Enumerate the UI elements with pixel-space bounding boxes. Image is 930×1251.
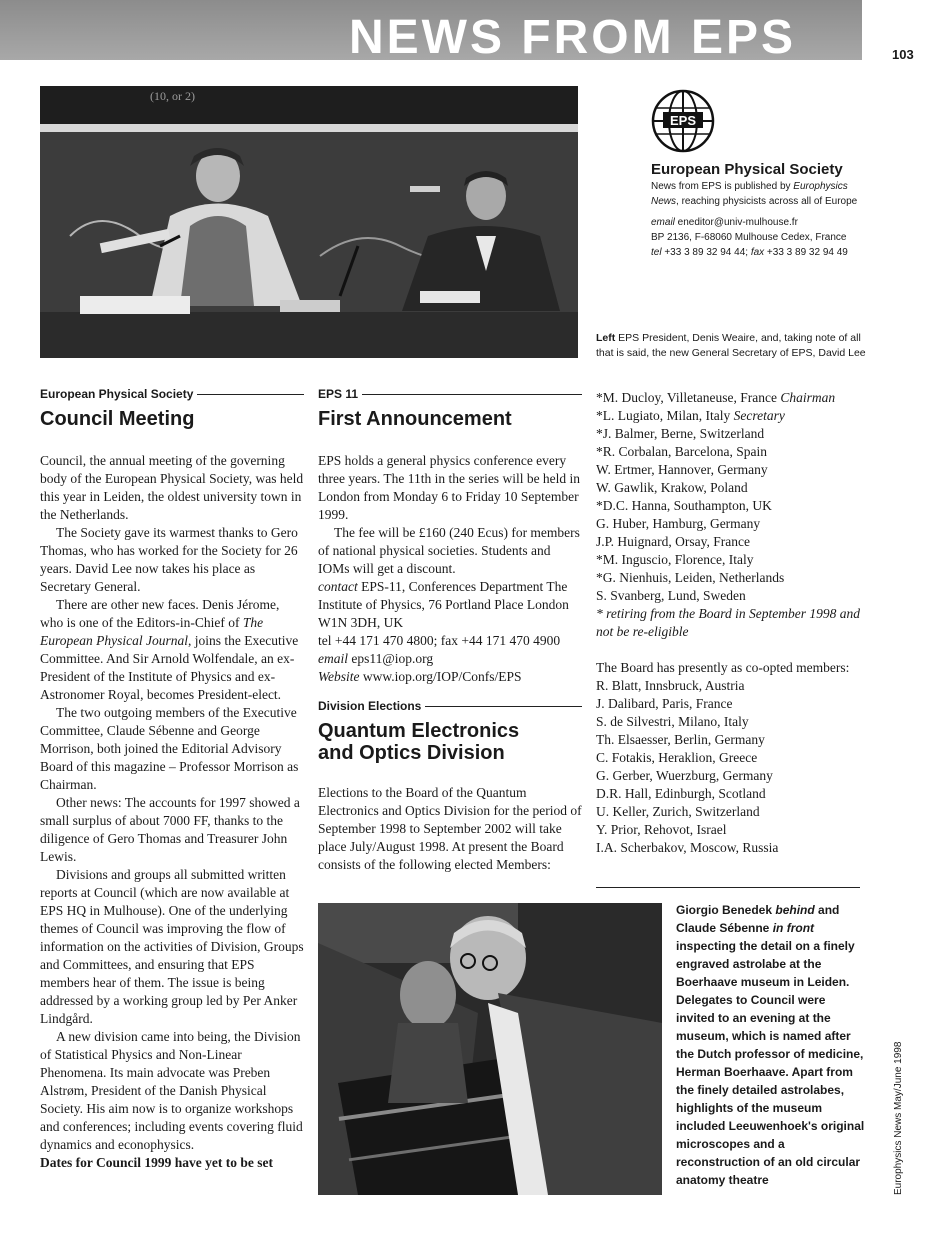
email-line <box>318 650 582 668</box>
journal-title: The European Physical Journal <box>40 615 264 648</box>
headline-quantum-electronics <box>318 720 582 764</box>
contact-details <box>318 578 582 632</box>
coopted-member-item: Th. Elsaesser, Berlin, Germany <box>596 732 765 747</box>
kicker-text: EPS 11 <box>318 387 359 401</box>
member-name: *M. Inguscio, Florence, Italy <box>596 552 754 567</box>
paragraph: The Society gave its warmest thanks to Gero Thomas, who has worked for the Society for 26 years. David Lee now takes his place as Secretary General. <box>40 525 298 594</box>
board-member-item <box>596 551 866 569</box>
board-member-item <box>596 569 866 587</box>
website-line <box>318 668 582 686</box>
email-label: email <box>318 651 348 666</box>
caption-text: and Claude Sébenne <box>676 903 840 935</box>
caption-emphasis: in front <box>772 921 815 935</box>
caption-text: inspecting the detail on a finely engraved astrolabe at the Boerhaave museum in Leiden. Delegates to Council were invited to an evening at the museum, which is named after the Dutch professor of medicine, Herman Boerhaave. Apart from the finely detailed astrolabes, highlights of the museum included Leeuwenhoek's original microscopes and a reconstruction of an old circular anatomy theatre <box>676 939 865 1187</box>
board-member-item <box>596 407 866 425</box>
kicker-text: European Physical Society <box>40 387 194 401</box>
member-role: Chairman <box>780 390 836 405</box>
member-name: J.P. Huignard, Orsay, France <box>596 534 750 549</box>
coopted-member-item: U. Keller, Zurich, Switzerland <box>596 804 760 819</box>
member-name: *J. Balmer, Berne, Switzerland <box>596 426 765 441</box>
section-kicker <box>318 386 582 402</box>
photo-astrolabe-inspection <box>318 903 662 1195</box>
coopted-member-item: S. de Silvestri, Milano, Italy <box>596 714 749 729</box>
banner-title: NEWS FROM EPS <box>348 11 796 60</box>
paragraph: The two outgoing members of the Executive Committee, Claude Sébenne and George Morrison, both joined the Editorial Advisory Board of this magazine – Professor Morrison as Chairman. <box>40 705 299 792</box>
member-name: *R. Corbalan, Barcelona, Spain <box>596 444 767 459</box>
coopted-member-item: G. Gerber, Wuerzburg, Germany <box>596 768 773 783</box>
org-name: European Physical Society <box>651 161 843 178</box>
board-member-item <box>596 461 866 479</box>
website-label: Website <box>318 669 360 684</box>
headline-council-meeting: Council Meeting <box>40 408 195 430</box>
member-name: G. Huber, Hamburg, Germany <box>596 516 761 531</box>
coopted-member-item: D.R. Hall, Edinburgh, Scotland <box>596 786 766 801</box>
kicker-text: Division Elections <box>318 699 422 713</box>
retiring-footnote: * retiring from the Board in September 1998 and not be re-eligible <box>596 606 860 639</box>
photo-speakers-image <box>40 86 578 358</box>
caption-text: Giorgio Benedek <box>676 903 776 917</box>
member-name: W. Gawlik, Krakow, Poland <box>596 480 748 495</box>
masthead-info <box>651 160 871 260</box>
board-members <box>596 389 866 857</box>
masthead-publication: Europhysics <box>793 181 848 192</box>
headline-first-announcement: First Announcement <box>318 408 512 430</box>
paragraph: Council, the annual meeting of the governing body of the European Physical Society, was held this year in Leiden, the oldest university town in the Netherlands. <box>40 453 304 522</box>
member-role: Secretary <box>733 408 785 423</box>
svg-text:EPS: EPS <box>669 113 697 128</box>
member-name: W. Ertmer, Hannover, Germany <box>596 462 768 477</box>
board-member-item <box>596 443 866 461</box>
masthead-contact <box>651 215 871 260</box>
fax-number: +33 3 89 32 94 49 <box>764 247 848 258</box>
coopted-member-item: C. Fotakis, Heraklion, Greece <box>596 750 758 765</box>
headline-line: Quantum Electronics <box>318 720 520 742</box>
board-member-item <box>596 587 866 605</box>
board-member-item <box>596 425 866 443</box>
photo-astrolabe-image <box>318 903 662 1195</box>
section-banner <box>0 0 862 60</box>
caption-text: EPS President, Denis Weaire, and, taking note of all that is said, the new General Secretary of EPS, David Lee <box>596 332 866 359</box>
paragraph <box>40 596 304 704</box>
paragraph: Elections to the Board of the Quantum Electronics and Optics Division for the period of September 1998 to September 2002 will take place July/August 1998. At present the Board consists of the following elected Members: <box>318 785 582 872</box>
page-number: 103 <box>892 47 914 62</box>
issue-credit: Europhysics News May/June 1998 <box>893 1041 904 1195</box>
kicker-rule <box>362 394 582 395</box>
masthead-description <box>651 179 871 209</box>
paragraph-text: There are other new faces. Denis Jérome, who is one of the Editors-in-Chief of <box>40 597 280 630</box>
paragraph: Other news: The accounts for 1997 showed a small surplus of about 7000 FF, thanks to the diligence of Gero Thomas and Treasurer John Lewis. <box>40 795 300 864</box>
member-name: *M. Ducloy, Villetaneuse, France <box>596 390 781 405</box>
email-address[interactable]: eneditor@univ-mulhouse.fr <box>674 217 798 228</box>
coopted-members-list <box>596 677 866 857</box>
tel-label: tel <box>651 247 662 258</box>
paragraph: EPS holds a general physics conference every three years. The 11th in the series will be held in London from Monday 6 to Friday 10 September 1999. <box>318 453 581 522</box>
caption-emphasis: behind <box>775 903 815 917</box>
postal-address: BP 2136, F-68060 Mulhouse Cedex, France <box>651 232 847 243</box>
member-name: S. Svanberg, Lund, Sweden <box>596 588 746 603</box>
coopted-member-item: R. Blatt, Innsbruck, Austria <box>596 678 745 693</box>
fax-label: fax <box>750 247 765 258</box>
board-member-item <box>596 479 866 497</box>
paragraph: A new division came into being, the Division of Statistical Physics and Non-Linear Phenomena. Its main advocate was Preben Alstrøm, President of the Danish Physical Society. His aim now is to organize workshops and conferences; including events covering fluid dynamics and econophysics. <box>40 1029 303 1152</box>
paragraph: The fee will be £160 (240 Ecus) for members of national physical societies. Students and IOMs will get a discount. <box>318 525 580 576</box>
board-member-item <box>596 533 866 551</box>
caption-lead: Left <box>596 332 616 344</box>
contact-address: EPS-11, Conferences Department The Institute of Physics, 76 Portland Place London W1N 3DH, UK <box>318 579 569 630</box>
elected-members-list <box>596 389 866 605</box>
paragraph-dates: Dates for Council 1999 have yet to be set <box>40 1155 273 1170</box>
contact-label: contact <box>318 579 358 594</box>
masthead-publication-2: News <box>651 196 677 207</box>
masthead-text-2: , reaching physicists across all of Europe <box>676 196 858 207</box>
photo-council-speakers <box>40 86 578 358</box>
member-name: *L. Lugiato, Milan, Italy <box>596 408 734 423</box>
kicker-rule <box>197 394 304 395</box>
headline-line: and Optics Division <box>318 742 505 764</box>
divider-rule <box>596 887 860 888</box>
photo-caption-top <box>596 331 866 361</box>
coopted-intro: The Board has presently as co-opted members: <box>596 660 850 675</box>
article-eps11 <box>318 386 582 874</box>
email-address[interactable]: eps11@iop.org <box>348 651 434 666</box>
section-kicker <box>40 386 304 402</box>
board-member-item <box>596 515 866 533</box>
website-link[interactable]: www.iop.org/IOP/Confs/EPS <box>359 669 522 684</box>
chalkboard-writing: (10, or 2) <box>150 89 195 103</box>
member-name: *D.C. Hanna, Southampton, UK <box>596 498 772 513</box>
paragraph: Divisions and groups all submitted written reports at Council (which are now available at EPS HQ in Mulhouse). One of the underlying themes of Council was improving the flow of information on the activities of Division, Groups and Committees, and ensuring that EPS members hear of them. The issue is being addressed by a working group led by Per Anker Lindgård. <box>40 867 304 1026</box>
tel-number: +33 3 89 32 94 44; <box>661 247 751 258</box>
phone-fax: tel +44 171 470 4800; fax +44 171 470 4900 <box>318 633 561 648</box>
coopted-member-item: I.A. Scherbakov, Moscow, Russia <box>596 840 779 855</box>
board-member-item <box>596 497 866 515</box>
paragraph-text: , joins the Executive Committee. And Sir Arnold Wolfendale, an ex-President of the Institute of Physics and ex-Astronomer Royal, becomes President-elect. <box>40 633 299 702</box>
masthead-text: News from EPS is published by <box>651 181 794 192</box>
eps-logo <box>650 88 716 154</box>
kicker-rule <box>425 706 582 707</box>
eps-globe-icon <box>650 88 716 154</box>
section-kicker <box>318 698 582 714</box>
board-member-item <box>596 389 866 407</box>
article-council-meeting <box>40 386 304 1172</box>
coopted-member-item: Y. Prior, Rehovot, Israel <box>596 822 727 837</box>
email-label: email <box>651 217 675 228</box>
member-name: *G. Nienhuis, Leiden, Netherlands <box>596 570 785 585</box>
photo-caption-bottom <box>676 901 866 1189</box>
coopted-member-item: J. Dalibard, Paris, France <box>596 696 733 711</box>
